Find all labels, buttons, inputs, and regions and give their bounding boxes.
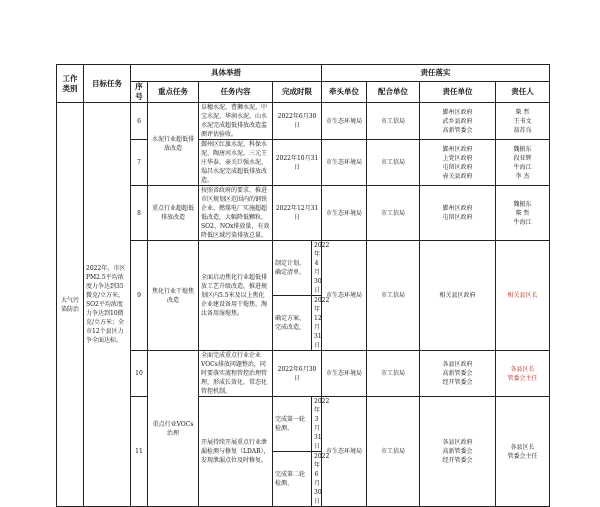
lead-unit-cell: 市生态环境局 bbox=[322, 103, 367, 140]
deadline-stage-label: 完成第一轮检测、 bbox=[273, 397, 312, 452]
deadline-stage-date: 2022年12月31日 bbox=[312, 296, 322, 351]
task-content-cell: 鄞州区红旗水泥、科保水泥、陶唐河水泥、三元王庄华泰、壶关巨强水泥、塌昌水泥完成超低排放改造。 bbox=[199, 140, 273, 186]
deadline-cell: 2022年6月30日 bbox=[273, 351, 322, 397]
resp-person-line: 牛海江 bbox=[513, 218, 532, 226]
header-seq: 序号 bbox=[131, 82, 148, 103]
resp-person-line: 各县区长 bbox=[510, 443, 535, 451]
resp-unit-line: 屯留区政府 bbox=[442, 163, 473, 171]
deadline-cell: 2022年6月30日 bbox=[273, 103, 322, 140]
coop-unit-cell: 市工信局 bbox=[367, 140, 420, 186]
deadline-cell: 2022年12月31日 bbox=[273, 186, 322, 241]
key-task-cell: 重点行业VOCs治理 bbox=[148, 351, 199, 507]
task-content-cell: 按照省政府的要求，推进市区规划区范围内的钢铁企业、燃煤电厂实施超超低改造，大幅降低颗粒、SO2、NOx排放量，有效降低区域污染排放总量。 bbox=[199, 186, 273, 241]
resp-person-line: 魏振东 bbox=[513, 200, 532, 208]
resp-unit-line: 高新管委会 bbox=[442, 126, 473, 134]
resp-person-cell bbox=[496, 140, 550, 186]
lead-unit-cell: 市生态环境局 bbox=[322, 140, 367, 186]
deadline-stage-label: 完成第二轮检测、 bbox=[273, 452, 312, 507]
row-number: 9 bbox=[131, 241, 148, 351]
resp-person-line: 王书文 bbox=[513, 117, 532, 125]
key-task-cell: 焦化行业干熄焦改造 bbox=[148, 241, 199, 351]
header-deadline: 完成时限 bbox=[273, 82, 322, 103]
resp-person-line: 魏振东 bbox=[513, 145, 532, 153]
key-task-cell: 水泥行业超低排放改造 bbox=[148, 103, 199, 186]
resp-unit-line: 高新管委会 bbox=[442, 370, 473, 377]
header-lead-unit: 牵头单位 bbox=[322, 82, 367, 103]
deadline-stage-label: 制定计划、确定清单， bbox=[273, 241, 312, 296]
header-resp-unit: 责任单位 bbox=[420, 82, 496, 103]
header-coop-unit: 配合单位 bbox=[367, 82, 420, 103]
header-key-task: 重点任务 bbox=[148, 82, 199, 103]
row-number: 7 bbox=[131, 140, 148, 186]
lead-unit-cell: 市生态环境局 bbox=[322, 397, 367, 507]
header-goal-task: 目标任务 bbox=[84, 65, 131, 103]
coop-unit-cell: 市工信局 bbox=[367, 397, 420, 507]
coop-unit-cell: 市工信局 bbox=[367, 351, 420, 397]
task-content-cell: 全面完成重点行业企业VOCs排放问题整治，同时要落实流程管控治理管理，形成长效化、常态化管控机制。 bbox=[199, 351, 273, 397]
resp-unit-cell bbox=[420, 186, 496, 241]
task-content-cell: 开展持续开展重点行业泄漏检测与修复（LDAR），发现泄漏点位及时修复。 bbox=[199, 397, 273, 507]
resp-unit-line: 经开管委会 bbox=[442, 457, 473, 464]
task-content-cell: 阜穗水泥、曹狮水泥、中宝水泥、华润水泥、山水水泥完成超低排放改造监测评估验收。 bbox=[199, 103, 273, 140]
responsibility-table bbox=[56, 64, 550, 507]
deadline-stage-label: 确定方案、完成改造， bbox=[273, 296, 312, 351]
resp-person-line: 牛海江 bbox=[513, 163, 532, 171]
resp-person-line: 各县区长 bbox=[510, 365, 535, 373]
resp-unit-line: 各县区政府 bbox=[442, 361, 473, 368]
resp-unit-line: 各县区政府 bbox=[442, 439, 473, 446]
row-number: 10 bbox=[131, 351, 148, 397]
row-number: 11 bbox=[131, 397, 148, 507]
resp-unit-cell bbox=[420, 103, 496, 140]
resp-unit-cell bbox=[420, 351, 496, 397]
resp-person-line: 管委会主任 bbox=[507, 374, 538, 382]
resp-person-line: 柴 哲 bbox=[515, 209, 530, 217]
header-responsibility: 责任落实 bbox=[322, 65, 550, 82]
resp-person-cell bbox=[496, 186, 550, 241]
resp-person-cell bbox=[496, 351, 550, 397]
resp-unit-line: 武乡县政府 bbox=[442, 117, 473, 125]
header-task-content: 任务内容 bbox=[199, 82, 273, 103]
resp-person-cell: 相关县区长 bbox=[496, 241, 550, 351]
task-content-cell: 全面启动焦化行业超低排放工艺升级改造，推进规划区内5.5米及以上焦化企业建设备用干熄焦、淘汰备用湿熄焦。 bbox=[199, 241, 273, 351]
resp-unit-line: 壶关县政府 bbox=[442, 172, 473, 180]
resp-person-line: 段亚辉 bbox=[513, 154, 532, 162]
resp-person-line: 李 杰 bbox=[515, 172, 530, 180]
resp-person-cell bbox=[496, 103, 550, 140]
lead-unit-cell: 市生态环境局 bbox=[322, 351, 367, 397]
resp-unit-line: 屯留区政府 bbox=[442, 214, 473, 221]
deadline-stage-date: 2022年6月30日 bbox=[312, 452, 322, 507]
resp-person-line: 翁苏良 bbox=[513, 126, 532, 134]
coop-unit-cell: 市工信局 bbox=[367, 103, 420, 140]
resp-unit-line: 鄞州区政府 bbox=[442, 205, 473, 212]
resp-unit-line: 上党区政府 bbox=[442, 154, 473, 162]
resp-person-line: 柴 哲 bbox=[515, 108, 530, 116]
resp-unit-line: 高新管委会 bbox=[442, 448, 473, 455]
header-specific-measures: 具体举措 bbox=[131, 65, 322, 82]
resp-unit-line: 经开管委会 bbox=[442, 379, 473, 386]
resp-unit-cell bbox=[420, 140, 496, 186]
coop-unit-cell: 市工信局 bbox=[367, 241, 420, 351]
goal-task-cell: 2022年，市区PM2.5平均浓度力争达到35微克/立方米，SO2平均浓度力争达到10微克/立方米；全市12个县区力争全面达标。 bbox=[84, 103, 131, 507]
resp-unit-cell bbox=[420, 397, 496, 507]
resp-person-cell bbox=[496, 397, 550, 507]
row-number: 6 bbox=[131, 103, 148, 140]
deadline-stage-date: 2022年3月31日 bbox=[312, 397, 322, 452]
row-number: 8 bbox=[131, 186, 148, 241]
resp-unit-cell: 相关县区政府 bbox=[420, 241, 496, 351]
deadline-stage-date: 2022年4月30日 bbox=[312, 241, 322, 296]
lead-unit-cell: 市生态环境局 bbox=[322, 241, 367, 351]
resp-unit-line: 鄞州区政府 bbox=[442, 145, 473, 153]
work-category-cell: 大气污染防治 bbox=[57, 103, 84, 507]
resp-person-line: 管委会主任 bbox=[507, 452, 538, 460]
resp-unit-line: 鄞州区政府 bbox=[442, 108, 473, 116]
lead-unit-cell: 市生态环境局 bbox=[322, 186, 367, 241]
coop-unit-cell: 市工信局 bbox=[367, 186, 420, 241]
header-work-category: 工作类别 bbox=[57, 65, 84, 103]
deadline-cell: 2022年10月31日 bbox=[273, 140, 322, 186]
header-resp-person: 责任人 bbox=[496, 82, 550, 103]
key-task-cell: 重点行业超超低排放改造 bbox=[148, 186, 199, 241]
